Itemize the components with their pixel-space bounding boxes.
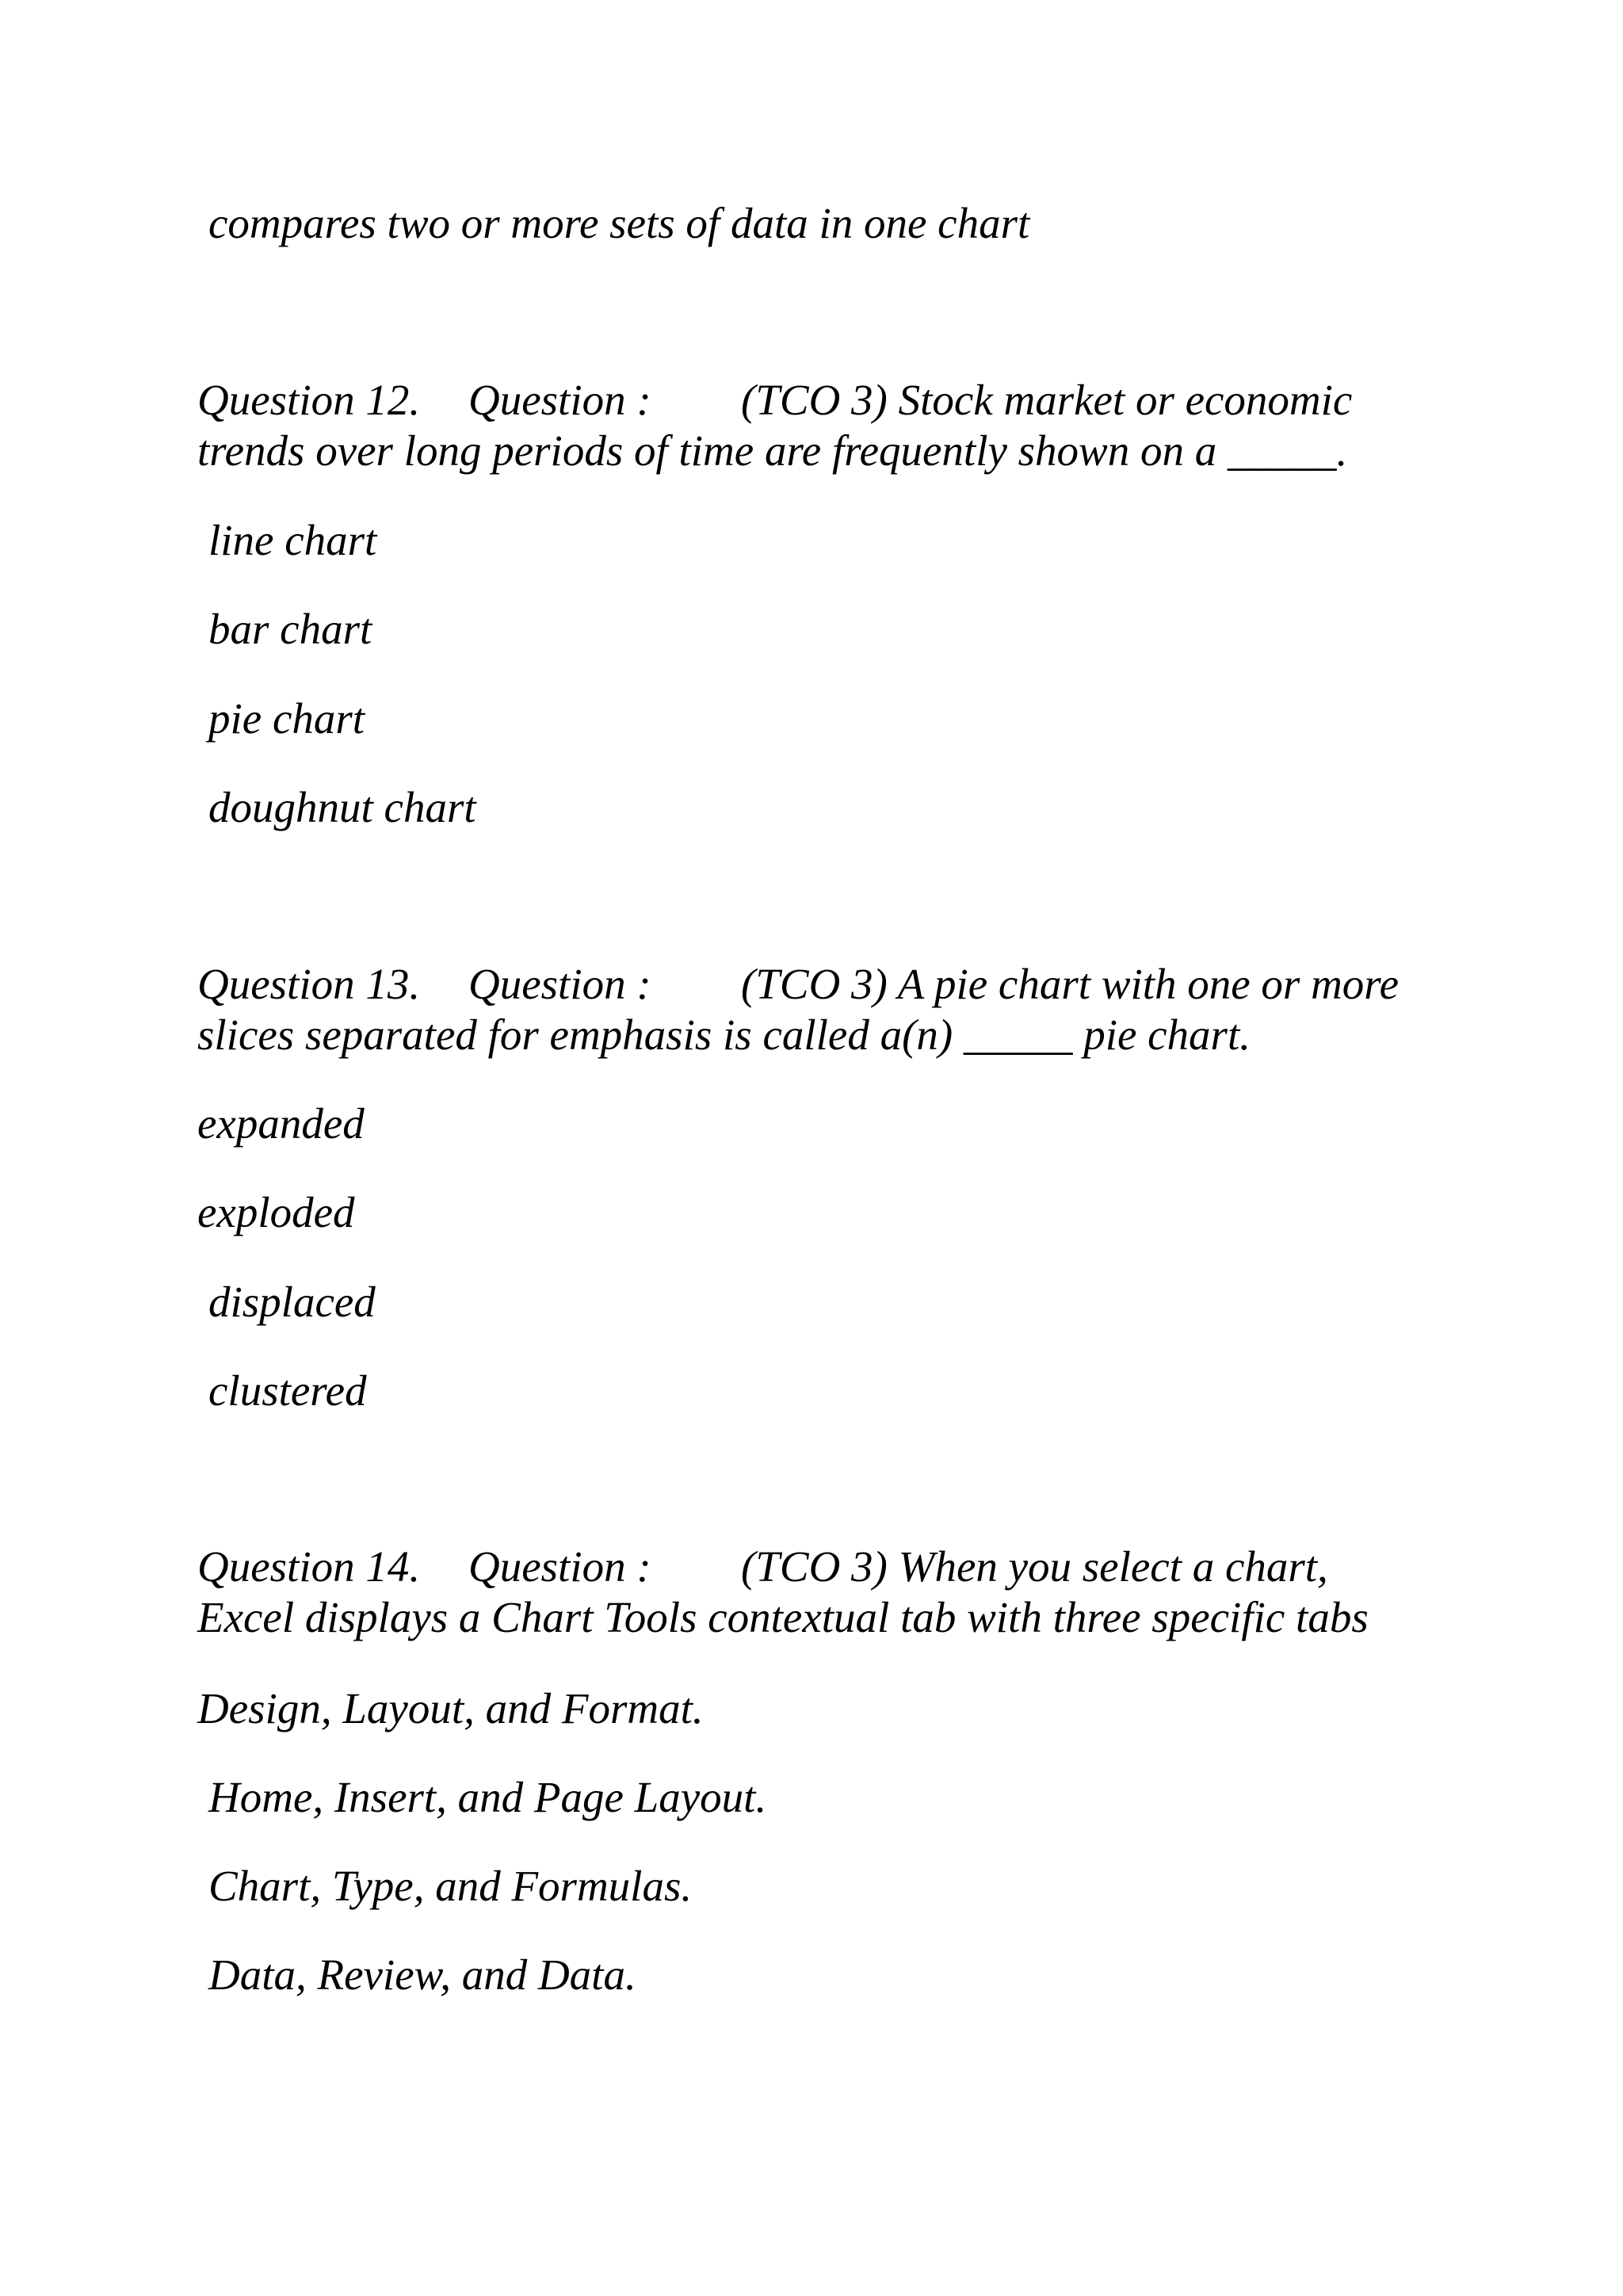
option-text: compares two or more sets of data in one chart (208, 199, 1030, 247)
option-pie-chart: pie chart (208, 694, 365, 743)
option-bar-chart: bar chart (208, 605, 372, 653)
question-number: Question 12. (197, 376, 421, 424)
question-label: Question : (468, 1542, 651, 1591)
question-stem: (TCO 3) A pie chart with one or more (741, 960, 1400, 1008)
option-line-chart: line chart (208, 516, 377, 564)
question-14-header (197, 1541, 1369, 1643)
question-12-header (197, 375, 1352, 476)
option-exploded: exploded (197, 1188, 355, 1236)
question-stem: (TCO 3) When you select a chart, (741, 1542, 1328, 1591)
option-expanded: expanded (197, 1099, 365, 1148)
question-label: Question : (468, 376, 651, 424)
option-doughnut-chart: doughnut chart (208, 783, 476, 831)
question-14-stem-line-2: Excel displays a Chart Tools contextual tab with three specific tabs (197, 1593, 1369, 1641)
question-stem: (TCO 3) Stock market or economic (741, 376, 1353, 424)
question-number: Question 14. (197, 1542, 421, 1591)
question-13-header (197, 959, 1399, 1060)
question-12-stem-line-1 (197, 375, 1352, 426)
option-chart-type-formulas: Chart, Type, and Formulas. (208, 1862, 693, 1910)
option-displaced: displaced (208, 1278, 376, 1326)
option-design-layout-format: Design, Layout, and Format. (197, 1684, 704, 1733)
question-label: Question : (468, 960, 651, 1008)
question-13-stem-line-1 (197, 959, 1399, 1010)
question-13-stem-line-2: slices separated for emphasis is called a(n) _____ pie chart. (197, 1010, 1251, 1059)
option-data-review-data: Data, Review, and Data. (208, 1950, 636, 1999)
question-12-stem-line-2: trends over long periods of time are frequently shown on a _____. (197, 426, 1348, 475)
option-home-insert-page-layout: Home, Insert, and Page Layout. (208, 1773, 767, 1821)
option-clustered: clustered (208, 1366, 367, 1415)
question-number: Question 13. (197, 960, 421, 1008)
question-14-stem-line-1 (197, 1541, 1369, 1592)
